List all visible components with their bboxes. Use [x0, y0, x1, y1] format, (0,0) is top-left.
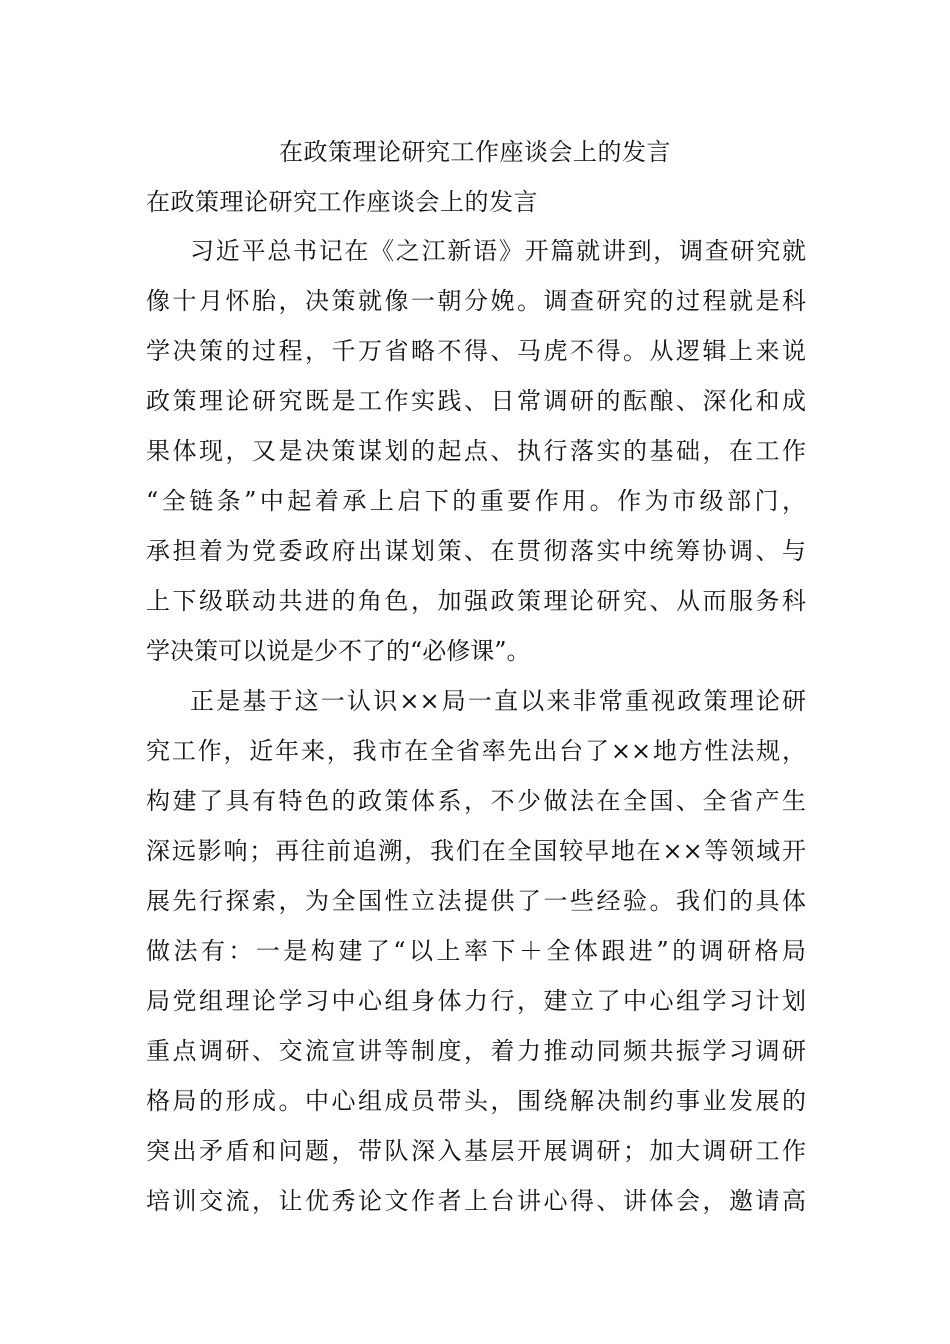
text-line: 果体现，又是决策谋划的起点、执行落实的基础，在工作 [146, 437, 806, 465]
document-body [146, 178, 806, 1226]
paragraph-1 [146, 226, 806, 676]
text-line: 突出矛盾和问题，带队深入基层开展调研；加大调研工作 [146, 1137, 806, 1165]
text-line: 究工作，近年来，我市在全省率先出台了××地方性法规， [146, 737, 806, 765]
document-title: 在政策理论研究工作座谈会上的发言 [279, 138, 671, 166]
text-line: 深远影响；再往前追溯，我们在全国较早地在××等领域开 [146, 837, 806, 865]
text-line: 学决策可以说是少不了的“必修课”。 [146, 637, 531, 665]
text-line: 承担着为党委政府出谋划策、在贯彻落实中统筹协调、与 [146, 537, 806, 565]
text-line: 上下级联动共进的角色，加强政策理论研究、从而服务科 [146, 587, 806, 615]
text-line: 学决策的过程，千万省略不得、马虎不得。从逻辑上来说 [146, 337, 806, 365]
document-subtitle: 在政策理论研究工作座谈会上的发言 [146, 188, 538, 216]
text-line: 构建了具有特色的政策体系，不少做法在全国、全省产生 [146, 787, 806, 815]
text-line: 正是基于这一认识××局一直以来非常重视政策理论研 [190, 687, 806, 715]
text-line: 格局的形成。中心组成员带头，围绕解决制约事业发展的 [146, 1087, 806, 1115]
text-line: 像十月怀胎，决策就像一朝分娩。调查研究的过程就是科 [146, 287, 806, 315]
text-line: 做法有：一是构建了“以上率下＋全体跟进”的调研格局 [146, 937, 806, 965]
text-line: 局党组理论学习中心组身体力行，建立了中心组学习计划 [146, 987, 806, 1015]
text-line: 政策理论研究既是工作实践、日常调研的酝酿、深化和成 [146, 387, 806, 415]
text-line: “全链条”中起着承上启下的重要作用。作为市级部门， [146, 487, 806, 515]
text-line: 展先行探索，为全国性立法提供了一些经验。我们的具体 [146, 887, 806, 915]
text-line: 培训交流，让优秀论文作者上台讲心得、讲体会，邀请高 [146, 1187, 806, 1215]
text-line: 重点调研、交流宣讲等制度，着力推动同频共振学习调研 [146, 1037, 806, 1065]
paragraph-2 [146, 676, 806, 1226]
text-line: 习近平总书记在《之江新语》开篇就讲到，调查研究就 [190, 237, 806, 265]
